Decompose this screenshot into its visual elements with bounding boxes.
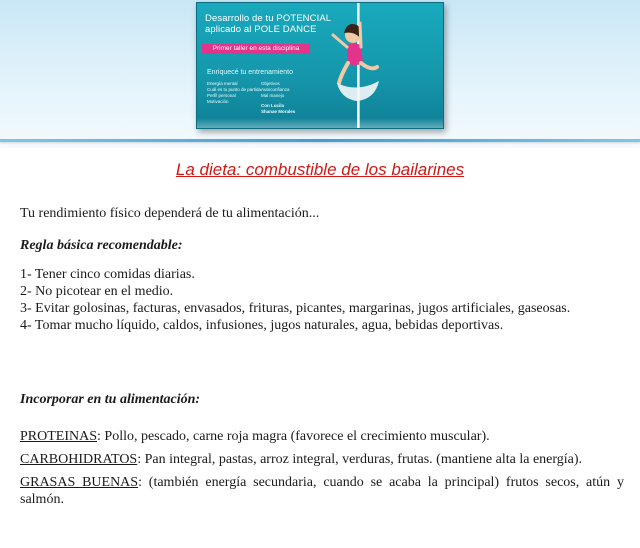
intro-text: Tu rendimiento físico dependerá de tu alimentación...: [20, 206, 320, 221]
food-group-carbs: [20, 451, 624, 468]
food-groups: [20, 428, 624, 514]
pole-dance-banner: [196, 2, 444, 129]
food-group-label: CARBOHIDRATOS: [20, 452, 138, 467]
header-divider: [0, 139, 640, 142]
banner-title: Desarrollo de tu POTENCIAL aplicado al POLE DANCE: [205, 13, 332, 35]
banner-list-left: Energía mental Cuál es tu punto de partida Perfil personal Motivación: [207, 81, 262, 104]
banner-list-right: Objetivos Autoconfianza Mal manejo: [261, 81, 290, 98]
dancer-illustration: [327, 13, 397, 125]
food-group-text: : Pollo, pescado, carne roja magra (favorece el crecimiento muscular).: [97, 429, 490, 444]
rule-item: 2- No picotear en el medio.: [20, 284, 174, 299]
page-title: La dieta: combustible de los bailarines: [175, 160, 465, 179]
rule-item: 1- Tener cinco comidas diarias.: [20, 267, 195, 282]
rule-item: 4- Tomar mucho líquido, caldos, infusiones, jugos naturales, agua, bebidas deportivas.: [20, 318, 504, 333]
rule-item: 3- Evitar golosinas, facturas, envasados, frituras, picantes, margarinas, jugos artificiales, gaseosas.: [20, 301, 571, 316]
food-group-text: : Pan integral, pastas, arroz integral, verduras, frutas. (mantiene alta la energía).: [137, 452, 583, 467]
banner-ribbon: Primer taller en esta disciplina: [202, 44, 310, 54]
food-group-proteins: [20, 428, 624, 445]
food-group-label: GRASAS BUENAS: [20, 475, 139, 490]
banner-reflection: [197, 118, 443, 128]
banner-subtitle: Enriquecé tu entrenamiento: [207, 69, 293, 76]
rules-list: [20, 266, 624, 334]
incorporate-heading: Incorporar en tu alimentación:: [20, 392, 201, 407]
banner-author: Con Lucila Shanae Morales: [261, 103, 296, 114]
food-group-text: : (también energía secundaria, cuando se acaba la principal) frutos secos, atún y salmón.: [20, 475, 624, 507]
food-group-label: PROTEINAS: [20, 429, 98, 444]
rules-heading: Regla básica recomendable:: [20, 238, 183, 253]
food-group-fats: [20, 474, 624, 508]
